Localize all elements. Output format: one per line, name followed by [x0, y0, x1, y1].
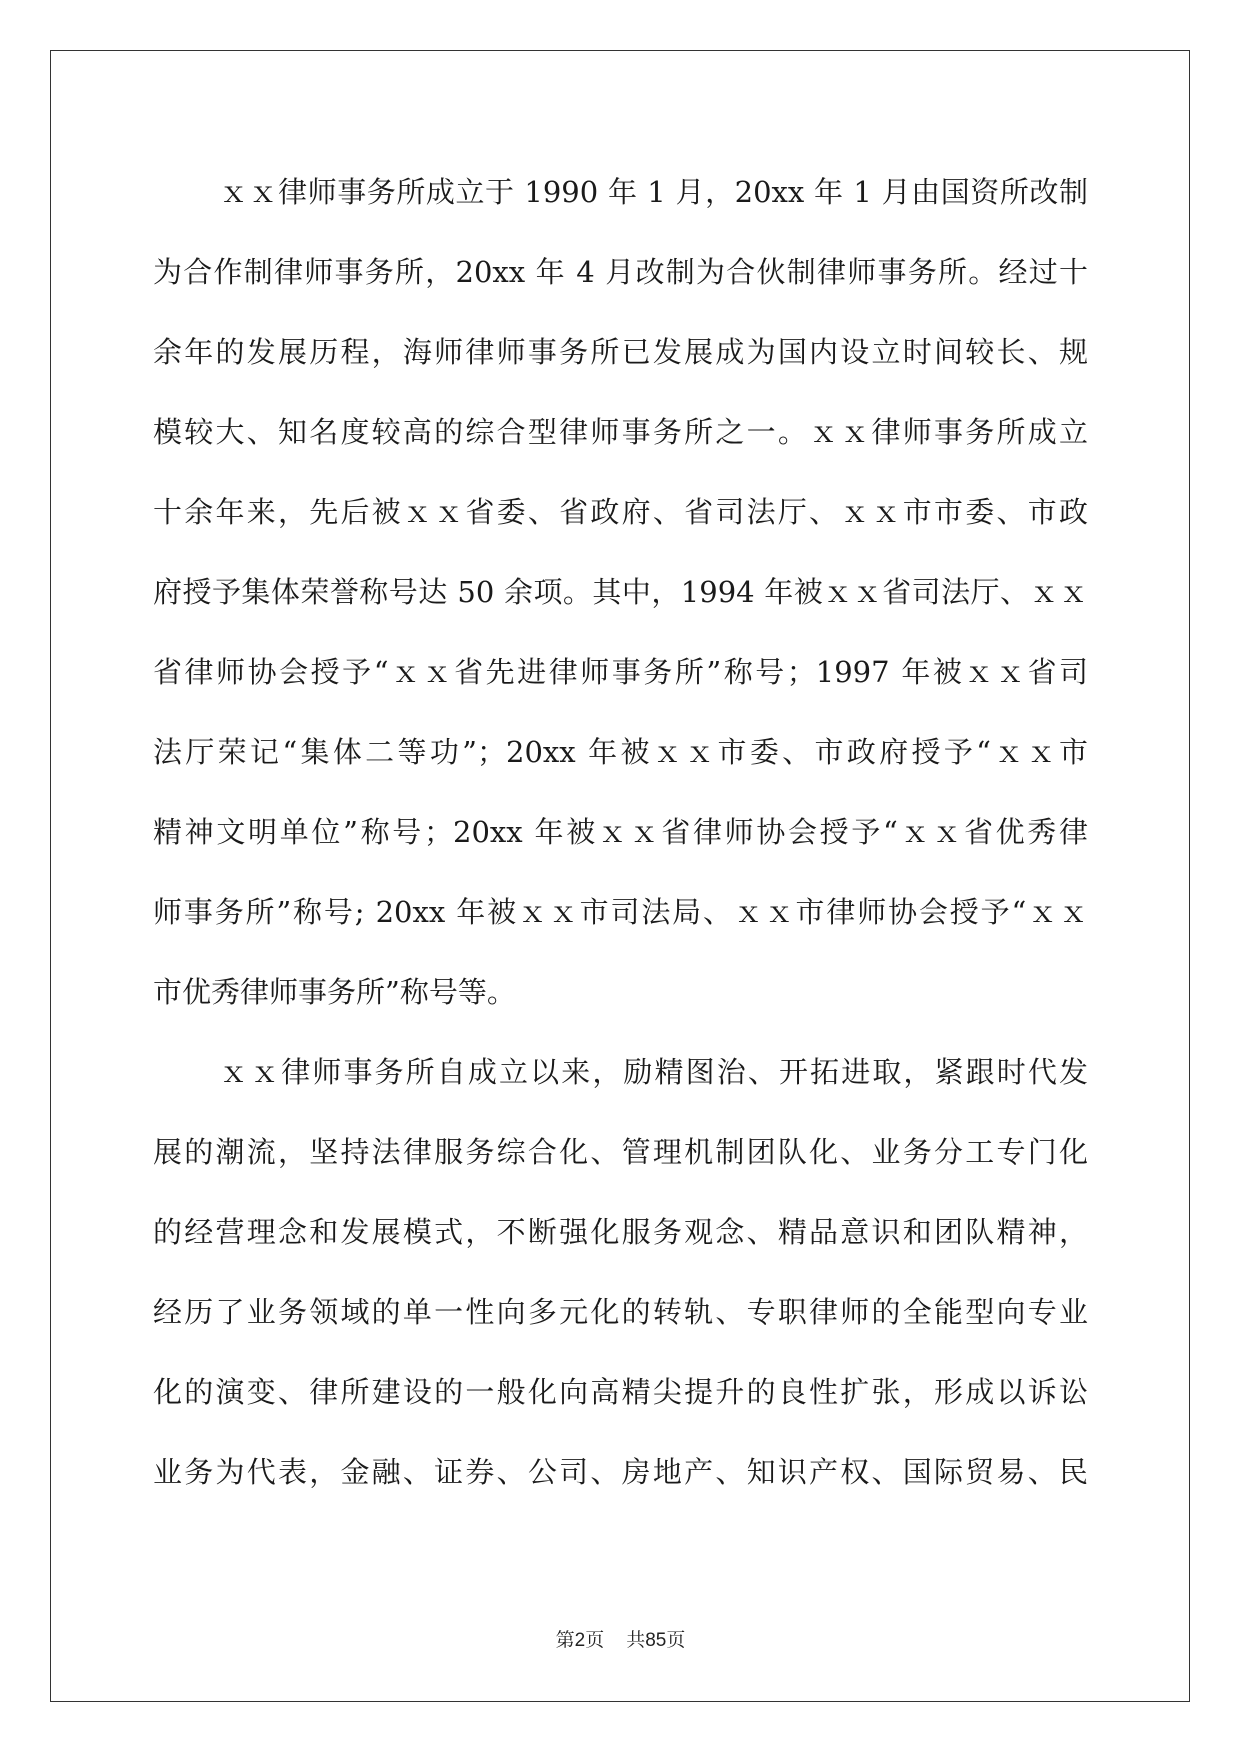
footer-total-suffix: 页 [666, 1629, 686, 1651]
paragraph-1-line-8: 法厅荣记“集体二等功”；20xx 年被ｘｘ市委、市政府授予“ｘｘ市 [153, 735, 1088, 769]
paragraph-1-line-10: 师事务所”称号; 20xx 年被ｘｘ市司法局、ｘｘ市律师协会授予“ｘｘ [153, 895, 1088, 929]
paragraph-1-line-5: 十余年来，先后被ｘｘ省委、省政府、省司法厅、ｘｘ市市委、市政 [153, 495, 1088, 529]
footer-total-number: 85 [645, 1630, 667, 1651]
paragraph-1-line-4: 模较大、知名度较高的综合型律师事务所之一。ｘｘ律师事务所成立 [153, 415, 1088, 449]
paragraph-1-line-11: 市优秀律师事务所”称号等。 [153, 975, 516, 1009]
paragraph-2-line-4: 经历了业务领域的单一性向多元化的转轨、专职律师的全能型向专业 [153, 1295, 1088, 1329]
paragraph-1-line-6: 府授予集体荣誉称号达 50 余项。其中，1994 年被ｘｘ省司法厅、ｘｘ [153, 575, 1088, 609]
paragraph-1-line-7: 省律师协会授予“ｘｘ省先进律师事务所”称号；1997 年被ｘｘ省司 [153, 655, 1088, 689]
paragraph-1-line-1: ｘｘ律师事务所成立于 1990 年 1 月，20xx 年 1 月由国资所改制 [219, 175, 1088, 209]
paragraph-2-line-6: 业务为代表，金融、证券、公司、房地产、知识产权、国际贸易、民 [153, 1455, 1088, 1489]
paragraph-1-line-2: 为合作制律师事务所，20xx 年 4 月改制为合伙制律师事务所。经过十 [153, 255, 1088, 289]
paragraph-2-line-5: 化的演变、律所建设的一般化向高精尖提升的良性扩张，形成以诉讼 [153, 1375, 1088, 1409]
footer-total-prefix: 共 [626, 1629, 646, 1651]
paragraph-1-line-9: 精神文明单位”称号；20xx 年被ｘｘ省律师协会授予“ｘｘ省优秀律 [153, 815, 1088, 849]
footer-page-number: 2 [574, 1630, 586, 1651]
footer-page-prefix: 第 [555, 1629, 575, 1651]
page-footer [0, 1625, 1241, 1652]
paragraph-2-line-3: 的经营理念和发展模式，不断强化服务观念、精品意识和团队精神， [153, 1215, 1088, 1249]
footer-page-suffix: 页 [585, 1629, 605, 1651]
paragraph-2-line-1: ｘｘ律师事务所自成立以来，励精图治、开拓进取，紧跟时代发 [219, 1055, 1088, 1089]
paragraph-2-line-2: 展的潮流，坚持法律服务综合化、管理机制团队化、业务分工专门化 [153, 1135, 1088, 1169]
document-body [153, 162, 1088, 1522]
paragraph-1-line-3: 余年的发展历程，海师律师事务所已发展成为国内设立时间较长、规 [153, 335, 1088, 369]
